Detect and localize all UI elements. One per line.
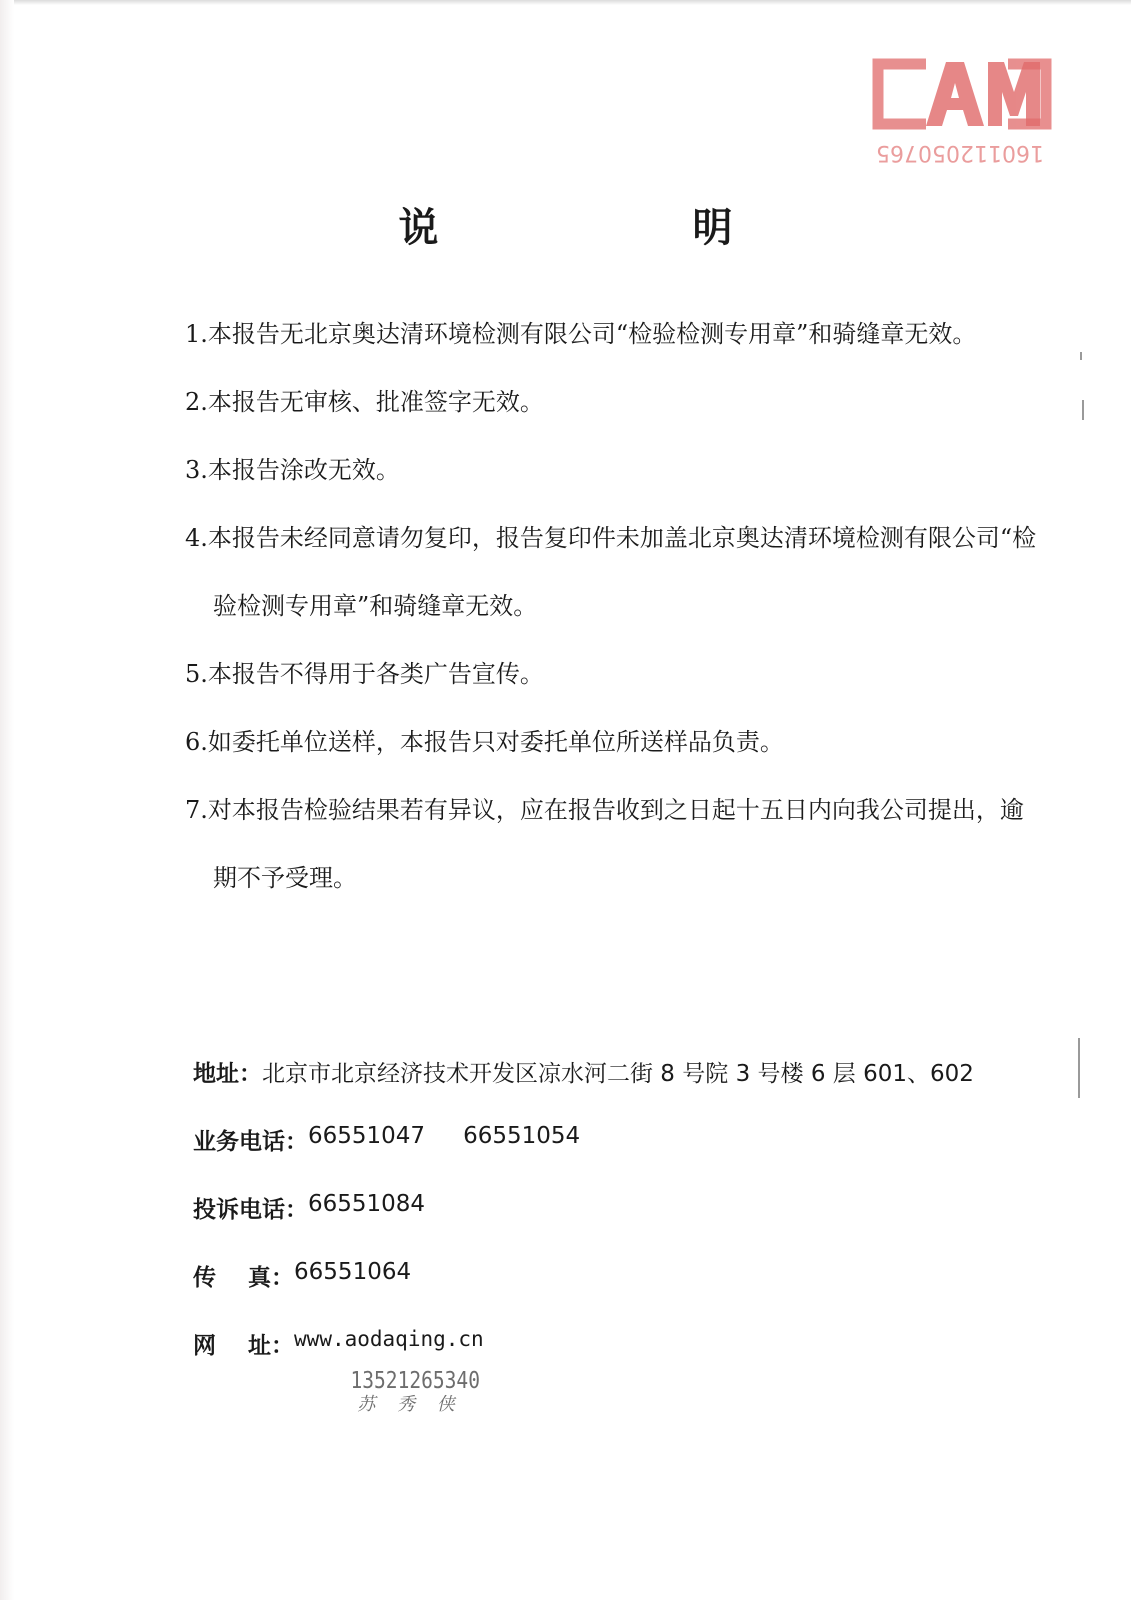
- scan-mark: [1080, 352, 1082, 360]
- cma-stamp: [868, 50, 1053, 180]
- note-item: 6.如委托单位送样，本报告只对委托单位所送样品负责。: [185, 728, 784, 756]
- note-item: 3.本报告涂改无效。: [185, 456, 400, 484]
- note-item: 4.本报告未经同意请勿复印，报告复印件未加盖北京奥达清环境检测有限公司“检验检测专用章”和骑缝章无效。: [185, 524, 1037, 620]
- note-item: 2.本报告无审核、批准签字无效。: [185, 388, 544, 416]
- business-phone-1: 66551047: [308, 1123, 426, 1149]
- stamp-phone: 13521265340: [350, 1368, 480, 1394]
- business-phone-2: 66551054: [463, 1123, 581, 1149]
- business-phone-label: 业务电话：: [193, 1129, 308, 1155]
- complaint-phone-value: 66551084: [308, 1191, 426, 1217]
- note-item: 5.本报告不得用于各类广告宣传。: [185, 660, 544, 688]
- note-item: 7.对本报告检验结果若有异议，应在报告收到之日起十五日内向我公司提出，逾期不予受理。: [185, 796, 1024, 892]
- address-row: [193, 1055, 1053, 1123]
- scan-mark: [1078, 1038, 1080, 1098]
- stamp-name: 苏 秀 侠: [357, 1394, 463, 1415]
- business-phone-row: [193, 1123, 1053, 1191]
- scan-mark: [1082, 400, 1084, 420]
- notes-list: [185, 300, 1045, 912]
- complaint-phone-label: 投诉电话：: [193, 1197, 308, 1223]
- cma-stamp-number: 160112050765: [876, 140, 1044, 165]
- contact-stamp: [340, 1368, 480, 1416]
- page-title: 说 明: [398, 205, 853, 251]
- website-value: www.aodaqing.cn: [294, 1327, 484, 1351]
- note-item: 1.本报告无北京奥达清环境检测有限公司“检验检测专用章”和骑缝章无效。: [185, 320, 977, 348]
- fax-value: 66551064: [294, 1259, 412, 1285]
- complaint-phone-row: [193, 1191, 1053, 1259]
- scan-edge: [0, 0, 1131, 5]
- address-label: 地址：: [193, 1061, 262, 1087]
- contact-block: [193, 1055, 1053, 1395]
- fax-row: [193, 1259, 1053, 1327]
- website-row: [193, 1327, 1053, 1395]
- cma-stamp-graphic: [868, 50, 1053, 180]
- website-label: 网 址：: [193, 1333, 295, 1359]
- address-value: 北京市北京经济技术开发区凉水河二街 8 号院 3 号楼 6 层 601、602: [262, 1061, 974, 1087]
- fax-label: 传 真：: [193, 1265, 295, 1291]
